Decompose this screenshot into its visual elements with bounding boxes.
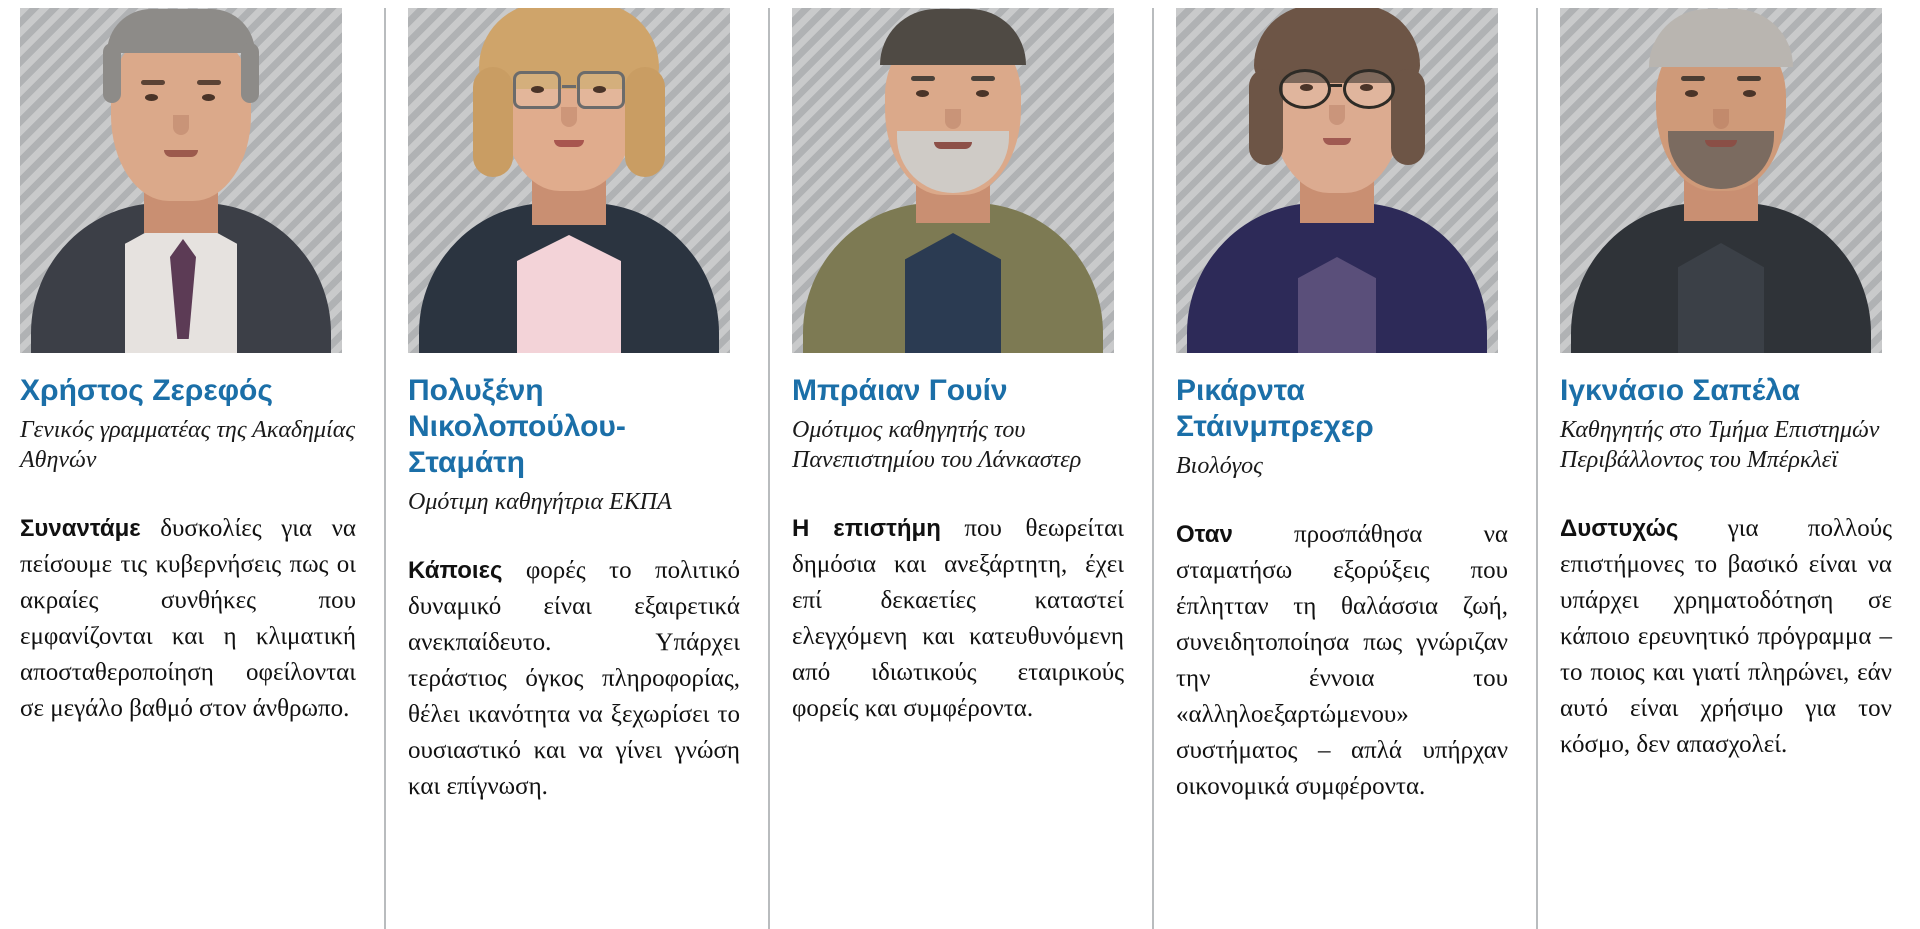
person-name: Ιγκνάσιο Σαπέλα <box>1560 374 1801 407</box>
eyebrow-left <box>141 80 165 85</box>
person-name: Χρήστος Ζερεφός <box>20 374 273 407</box>
person-column-ignacio-chapela <box>1536 8 1920 929</box>
eye-left <box>916 90 929 97</box>
quote-rest: που θεωρείται δημόσια και ανεξάρτητη, έχει επί δεκαετίες καταστεί ελεγχόμενη και κατευθυνόμενη από ιδιωτικούς εταιρικούς φορείς και συμφέροντα. <box>792 515 1124 722</box>
eye-left <box>531 86 544 93</box>
eyeglasses-icon <box>1279 69 1395 105</box>
eye-right <box>593 86 606 93</box>
nose <box>1329 105 1345 125</box>
person-column-ricarda-steinbrecher <box>1152 8 1536 929</box>
person-role: Ομότιμη καθηγήτρια ΕΚΠΑ <box>408 489 672 515</box>
portrait-ignacio-chapela <box>1560 8 1882 353</box>
hair-side-left <box>1249 69 1283 165</box>
hair-side-right <box>1391 69 1425 165</box>
hair-side-right <box>625 67 665 177</box>
mouth <box>1323 138 1351 145</box>
portrait-christos-zerefos <box>20 8 342 353</box>
eyebrow-right <box>971 76 995 81</box>
nose <box>945 109 961 129</box>
quote-rest: για πολλούς επιστήμονες το βασικό είναι να υπάρχει χρηματοδότηση σε κάποιο ερευνητικό πρόγραμμα – το ποιος και γιατί πληρώνει, εάν αυτό είναι χρήσιμο για τον κόσμο, δεν απασχολεί. <box>1560 515 1892 758</box>
portrait-polyxeni-nikolopoulou-stamati <box>408 8 730 353</box>
person-quote <box>792 511 1124 727</box>
person-name: Πολυξένη Νικολοπούλου-Σταμάτη <box>408 374 626 479</box>
eye-right <box>976 90 989 97</box>
hair-side-right <box>241 43 259 103</box>
eye-right <box>1360 84 1373 91</box>
eyebrow-right <box>1737 76 1761 81</box>
portrait-brian-gouin <box>792 8 1114 353</box>
eyebrow-right <box>197 80 221 85</box>
figure <box>20 8 342 353</box>
eye-left <box>1685 90 1698 97</box>
mouth <box>164 150 198 157</box>
person-quote <box>20 511 356 727</box>
hair <box>107 9 255 53</box>
hair-side-left <box>103 43 121 103</box>
quote-lead: Οταν <box>1176 521 1233 548</box>
quote-lead: Κάποιες <box>408 557 503 584</box>
nose <box>561 107 577 127</box>
person-quote <box>1560 511 1892 763</box>
hair-side-left <box>473 67 513 177</box>
portrait-ricarda-steinbrecher <box>1176 8 1498 353</box>
bridge <box>1328 84 1342 87</box>
quote-rest: προσπάθησα να σταματήσω εξορύξεις που έπλητταν τη θαλάσσια ζωή, συνειδητοποίησα πως γνώριζαν την έννοια του «αλληλοεξαρτώμενου» συστήματος – απλά υπήρχαν οικονομικά συμφέροντα. <box>1176 521 1508 800</box>
person-column-brian-gouin <box>768 8 1152 929</box>
hair <box>880 9 1026 65</box>
eye-left <box>145 94 158 101</box>
eye-right <box>1743 90 1756 97</box>
eyebrow-left <box>1681 76 1705 81</box>
quote-rest: δυσκολίες για να πείσουμε τις κυβερνήσεις πως οι ακραίες συνθήκες που εμφανίζονται και η κλιματική αποσταθεροποίηση οφείλονται σε μεγάλο βαθμό στον άνθρωπο. <box>20 515 356 722</box>
mouth <box>934 142 972 149</box>
quote-lead: Συναντάμε <box>20 515 141 542</box>
person-name: Μπράιαν Γουίν <box>792 374 1008 407</box>
figure <box>1560 8 1882 353</box>
quote-lead: Η επιστήμη <box>792 515 941 542</box>
figure <box>1176 8 1498 353</box>
mouth <box>554 140 584 147</box>
person-role: Ομότιμος καθηγητής του Πανεπιστημίου του Λάνκαστερ <box>792 417 1082 473</box>
person-name: Ρικάρντα Στάινμπρεχερ <box>1176 374 1374 443</box>
quote-rest: φορές το πολιτικό δυναμικό είναι εξαιρετικά ανεκπαίδευτο. Υπάρχει τεράστιος όγκος πληροφορίας, θέλει ικανότητα να ξεχωρίσει το ουσιαστικό και να γίνει γνώση και επίγνωση. <box>408 557 740 800</box>
eyebrow-left <box>911 76 935 81</box>
figure <box>408 8 730 353</box>
person-column-nikolopoulou-stamati <box>384 8 768 929</box>
eyeglasses-icon <box>513 71 625 105</box>
figure <box>792 8 1114 353</box>
eye-right <box>202 94 215 101</box>
eye-left <box>1300 84 1313 91</box>
person-role: Γενικός γραμματέας της Ακαδημίας Αθηνών <box>20 417 356 473</box>
bridge <box>562 85 576 88</box>
nose <box>173 115 189 135</box>
person-quote <box>408 553 740 805</box>
nose <box>1713 109 1729 129</box>
columns-container <box>0 8 1920 929</box>
hair <box>1649 9 1793 67</box>
person-quote <box>1176 517 1508 805</box>
mouth <box>1705 140 1737 147</box>
quote-lead: Δυστυχώς <box>1560 515 1679 542</box>
person-role: Βιολόγος <box>1176 453 1263 479</box>
person-column-zerefos <box>0 8 384 929</box>
person-role: Καθηγητής στο Τμήμα Επιστημών Περιβάλλοντος του Μπέρκλεϊ <box>1560 417 1880 473</box>
